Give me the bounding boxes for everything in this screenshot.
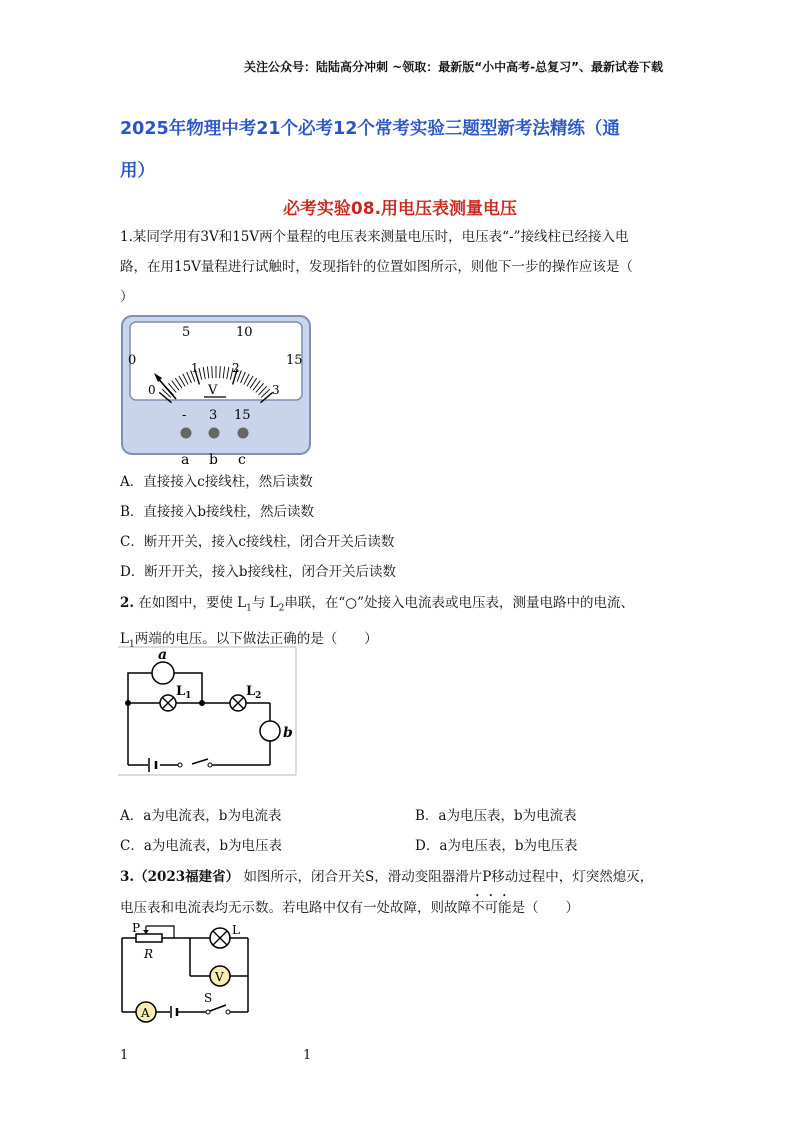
- q1-option-d: D．断开开关，接入b接线柱，闭合开关后读数: [120, 564, 396, 580]
- meter-a-label: a: [158, 647, 168, 663]
- scale-top-5: 5: [182, 325, 191, 340]
- unit-label: V: [208, 383, 218, 398]
- scale-top-0: 0: [128, 353, 137, 368]
- q2-text-b: 与 L: [251, 595, 279, 611]
- scale-bottom-3: 3: [272, 383, 280, 397]
- footer-page-number: 1: [303, 1048, 312, 1063]
- scale-bottom-1: 1: [191, 361, 199, 375]
- rheostat-r-label: R: [144, 947, 154, 961]
- terminal-3-label: 3: [209, 408, 218, 423]
- terminal-a: [181, 428, 192, 439]
- lamp-l-label: L: [232, 923, 240, 937]
- question-3-text: [120, 862, 690, 923]
- switch-s-lever: [210, 1005, 226, 1011]
- meter-a-symbol: [152, 662, 174, 684]
- q1-line-3: ）: [120, 289, 134, 305]
- q1-line-1: 1.某同学用有3V和15V两个量程的电压表来测量电压时，电压表“-”接线柱已经接入电: [120, 229, 629, 245]
- q2-option-c: C．a为电流表，b为电压表: [120, 838, 283, 854]
- q2-text-a: 在如图中，要使 L: [134, 595, 247, 611]
- meter-b-label: b: [283, 725, 293, 741]
- terminal-c: [238, 428, 249, 439]
- scale-top-15: 15: [286, 353, 303, 368]
- q1-option-c: C．断开开关，接入c接线柱，闭合开关后读数: [120, 534, 395, 550]
- q3-text-c: 是（ ）: [511, 900, 579, 916]
- voltmeter-v-label: V: [215, 970, 224, 984]
- q2-option-d: D．a为电压表，b为电压表: [415, 838, 578, 854]
- q1-option-a: A．直接接入c接线柱，然后读数: [120, 474, 313, 490]
- terminal-minus-label: -: [182, 408, 187, 423]
- terminal-b: [209, 428, 220, 439]
- q3-line-2: [120, 892, 690, 923]
- page-title: [120, 108, 700, 192]
- voltmeter-figure: [118, 312, 318, 470]
- terminal-15-label: 15: [234, 408, 251, 423]
- q2-option-b: B．a为电压表，b为电流表: [415, 808, 577, 824]
- ammeter-a-label: A: [141, 1006, 150, 1020]
- scale-bottom-0: 0: [148, 383, 156, 397]
- q2-line-1: [120, 588, 685, 624]
- letter-c: c: [238, 452, 246, 468]
- meter-b-symbol: [260, 721, 280, 741]
- page-header: 关注公众号：陆陆高分冲刺 ~领取：最新版“小中高考-总复习”、最新试卷下载: [244, 60, 663, 74]
- scale-bottom-2: 2: [232, 361, 240, 375]
- q3-text-b: 电压表和电流表均无示数。若电路中仅有一处故障，则故障: [120, 900, 471, 916]
- q3-number-source: 3.（2023福建省）: [120, 869, 240, 885]
- q1-line-2: 路，在用15V量程进行试触时，发现指针的位置如图所示，则他下一步的操作应该是（: [120, 259, 633, 275]
- title-line-2: 用）: [120, 161, 155, 181]
- lamp-l2-label: $L_2$: [246, 684, 262, 701]
- q2-sub-2: 2: [278, 603, 285, 614]
- switch-s-label: S: [204, 991, 213, 1005]
- footer-left-number: 1: [120, 1048, 129, 1063]
- lamp-l1-label: $L_1$: [176, 684, 192, 701]
- q2-text-e: 两端的电压。以下做法正确的是（ ）: [134, 630, 378, 647]
- q3-text-a: 如图所示，闭合开关S，滑动变阻器滑片P移动过程中，灯突然熄灭，: [239, 869, 654, 885]
- q2-sub-3: 1: [128, 639, 135, 650]
- letter-b: b: [209, 452, 218, 468]
- slider-p-label: P: [132, 922, 141, 935]
- q3-line-1: [120, 862, 690, 892]
- q3-emphasis: 不可能: [471, 900, 512, 916]
- q2-text-d: L: [120, 630, 129, 647]
- q1-option-b: B．直接接入b接线柱，然后读数: [120, 504, 315, 520]
- letter-a: a: [181, 452, 190, 468]
- q2-text-c: 串联，在“○”处接入电流表或电压表，测量电路中的电流、: [284, 595, 634, 611]
- scale-top-10: 10: [236, 325, 253, 340]
- q2-option-a: A．a为电流表，b为电流表: [120, 808, 282, 824]
- circuit-figure-3: [118, 922, 258, 1034]
- q2-number: 2.: [120, 595, 135, 611]
- circuit-figure-2: [118, 645, 300, 777]
- q2-sub-1: 1: [246, 603, 252, 614]
- section-subtitle: 必考实验08.用电压表测量电压: [282, 199, 518, 219]
- question-1-text: [120, 222, 685, 312]
- title-line-1: 2025年物理中考21个必考12个常考实验三题型新考法精练（通: [120, 119, 620, 139]
- rheostat-symbol: [136, 934, 162, 942]
